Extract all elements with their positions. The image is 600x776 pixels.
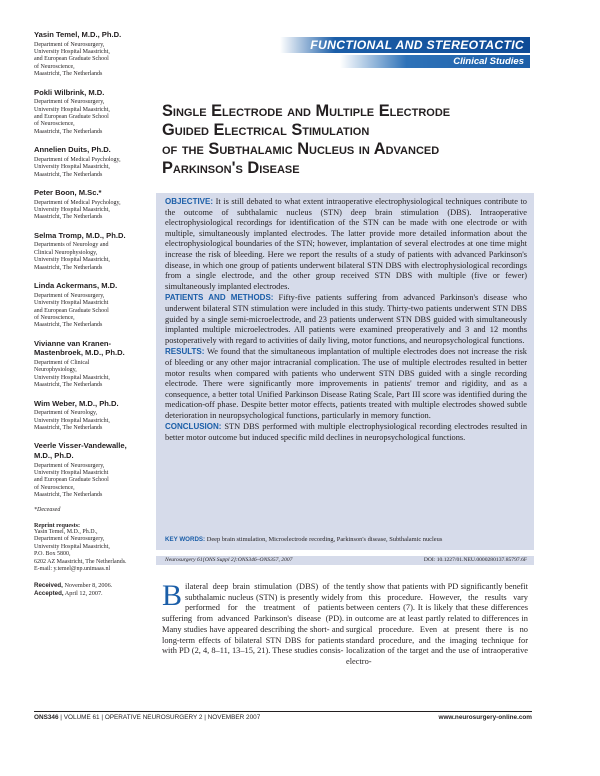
author-affiliation: Department of Clinical Neurophysiology, University Hospital Maastricht, Maastricht, The Netherlands bbox=[34, 359, 110, 389]
subsection-banner bbox=[340, 55, 530, 68]
conclusion-text: STN DBS performed with multiple electrophysiological recording electrodes resulted in better motor outcome but induced specific mild declines in neuropsychological functions. bbox=[165, 422, 528, 443]
author-entry bbox=[34, 399, 152, 433]
reprint-address: Yasin Temel, M.D., Ph.D., Department of Neurosurgery, University Hospital Maastricht, P.O. Box 5800, 6202 AZ Maastricht, The Netherlands. E-mail: y.temel@np.unimaas.nl bbox=[34, 528, 127, 572]
results-label: RESULTS: bbox=[165, 347, 205, 357]
reprint-heading: Reprint requests: bbox=[34, 521, 81, 529]
received-accepted-dates bbox=[34, 582, 152, 598]
author-affiliation: Department of Medical Psychology, University Hospital Maastricht, Maastricht, The Netherlands bbox=[34, 156, 121, 178]
author-affiliation: Departments of Neurology and Clinical Neurophysiology, University Hospital Maastricht, Maastricht, The Netherlands bbox=[34, 242, 110, 271]
author-entry bbox=[34, 339, 152, 390]
title-line: Guided Electrical Stimulation bbox=[162, 121, 370, 139]
subsection-label: Clinical Studies bbox=[453, 56, 524, 67]
methods-label: PATIENTS AND METHODS: bbox=[165, 293, 274, 303]
abstract bbox=[165, 197, 527, 445]
abstract-conclusion bbox=[165, 422, 527, 443]
deceased-note: *Deceased bbox=[34, 506, 61, 513]
author-entry bbox=[34, 30, 152, 79]
body-column-right bbox=[346, 582, 528, 668]
footer-rule bbox=[34, 711, 532, 712]
received-date bbox=[34, 582, 152, 590]
author-name: Vivianne van Kranen- Mastenbroek, M.D., Ph.D. bbox=[34, 338, 125, 358]
author-affiliation: Department of Neurosurgery, University Hospital Maastricht, and European Graduate School of Neuroscience, Maastricht, The Netherlands bbox=[34, 99, 110, 135]
page-number: ONS346 bbox=[34, 714, 59, 721]
objective-text: It is still debated to what extent intraoperative electrophysiological techniques contribute to the outcome of subthalamic nucleus (STN) deep brain stimulation (DBS). Intraoperative electrophysiological recordings for identification of the STN can be made with one electrode or with multiple, simultaneously implanted electrodes. The latter provide more detailed information about the electrophysiological boundaries of the STN; however, implantation of several electrodes at one time might increase the risk of bleeding. Here we report the results of a study of patients with advanced Parkinson's disease, in which one group of patients underwent bilateral STN DBS with electrophysiological recordings from a single electrode, and the other group received STN DBS with multiple (five or fewer) simultaneously implanted electrodes. bbox=[165, 197, 527, 291]
methods-text: Fifty-five patients suffering from advanced Parkinson's disease who underwent bilateral STN stimulation were included in this study. Thirty-two patients underwent STN DBS guided by a single semi-microelectrode, and 23 patients underwent STN DBS guided with simultaneously implanted multiple microelectrodes. All patients were examined preoperatively and 3 and 12 months postoperatively with regard to activities of daily living, motor functions, and neuropsychological functions. bbox=[165, 293, 528, 345]
author-entry bbox=[34, 145, 152, 179]
abstract-objective bbox=[165, 197, 527, 292]
section-label: FUNCTIONAL AND STEREOTACTIC bbox=[310, 38, 524, 52]
author-name: Peter Boon, M.Sc.* bbox=[34, 188, 102, 198]
keywords-text: Deep brain stimulation, Microelectrode recording, Parkinson's disease, Subthalamic nucleus bbox=[206, 536, 443, 543]
accepted-date bbox=[34, 590, 152, 598]
title-line: Parkinson's Disease bbox=[162, 159, 300, 177]
body-text-left: ilateral deep brain stimulation (DBS) of the subthalamic nucleus (STN) is presently widely performed for the treatment of patients suffering from advanced Parkinson's disease (PD). Many studies have appeared describing the short- and long-term effects of bilateral STN DBS for patients with PD (2, 4, 8–11, 13–15, 21). These studies consis- bbox=[162, 582, 344, 656]
author-name: Annelien Duits, Ph.D. bbox=[34, 145, 111, 155]
body-text-right: tently show that patients with PD significantly benefit from this procedure. However, the results vary between centers (7). It is likely that these differences in outcome are at least partly related to differences in surgical procedure. Even at present there is no standard procedure, and the imaging technique for localization of the target and the use of intraoperative electro- bbox=[346, 582, 528, 666]
author-entry bbox=[34, 281, 152, 330]
accepted-value: April 12, 2007. bbox=[64, 590, 103, 598]
author-entry bbox=[34, 441, 152, 499]
results-text: We found that the simultaneous implantation of multiple electrodes does not increase the risk of bleeding or any other major intracranial complication. The use of multiple electrodes resulted in better motor results when compared with patients who underwent STN DBS guided with a single recording electrode. There were significantly more improvements in patients' tremor and rigidity, and as a consequence, a better total Unified Parkinson Disease Rating Scale, Part III score was identified during the medication-off phase. Despite better motor effects, patients treated with multiple electrodes showed subtle deterioration in neuropsychological functions, particularly in memory function. bbox=[165, 347, 527, 420]
abstract-methods bbox=[165, 293, 527, 346]
received-label: Received, bbox=[34, 582, 63, 590]
journal-url[interactable]: www.neurosurgery-online.com bbox=[438, 714, 532, 721]
body-column-left bbox=[162, 579, 344, 657]
author-affiliation: Department of Neurosurgery, University Hospital Maastricht and European Graduate School of Neuroscience, Maastricht, The Netherlands bbox=[34, 292, 109, 329]
author-affiliation: Department of Medical Psychology, University Hospital Maastricht, Maastricht, The Netherlands bbox=[34, 199, 121, 221]
author-affiliation: Department of Neurology, University Hospital Maastricht, Maastricht, The Netherlands bbox=[34, 410, 110, 431]
author-affiliation: Department of Neurosurgery, University Hospital Maastricht and European Graduate School of Neuroscience, Maastricht, The Netherlands bbox=[34, 462, 109, 499]
title-line: of the Subthalamic Nucleus in Advanced bbox=[162, 140, 440, 158]
objective-label: OBJECTIVE: bbox=[165, 197, 214, 206]
author-name: Yasin Temel, M.D., Ph.D. bbox=[34, 30, 122, 39]
title-line: Single Electrode and Multiple Electrode bbox=[162, 102, 451, 120]
drop-cap: B bbox=[162, 579, 183, 612]
section-banner bbox=[280, 37, 530, 53]
journal-info: | VOLUME 61 | OPERATIVE NEUROSURGERY 2 | NOVEMBER 2007 bbox=[60, 714, 261, 721]
author-affiliation: Department of Neurosurgery, University Hospital Maastricht, and European Graduate School of Neuroscience, Maastricht, The Netherlands bbox=[34, 41, 110, 78]
doi: DOI: 10.1227/01.NEU.0000280137.85797.6F bbox=[423, 557, 527, 563]
keywords-label: KEY WORDS: bbox=[165, 536, 206, 543]
abstract-results bbox=[165, 347, 527, 421]
keywords bbox=[165, 536, 527, 543]
author-sidebar bbox=[34, 30, 152, 598]
conclusion-label: CONCLUSION: bbox=[165, 422, 222, 432]
accepted-label: Accepted, bbox=[34, 590, 64, 598]
author-entry bbox=[34, 88, 152, 137]
author-name: Veerle Visser-Vandewalle, M.D., Ph.D. bbox=[34, 441, 127, 460]
received-value: November 8, 2006. bbox=[64, 582, 113, 590]
author-name: Pokli Wilbrink, M.D. bbox=[34, 87, 105, 97]
author-entry bbox=[34, 231, 152, 272]
author-name: Wim Weber, M.D., Ph.D. bbox=[34, 398, 119, 408]
author-name: Linda Ackermans, M.D. bbox=[34, 281, 118, 291]
citation-line bbox=[165, 556, 527, 565]
author-name: Selma Tromp, M.D., Ph.D. bbox=[34, 230, 126, 240]
citation: Neurosurgery 61[ONS Suppl 2]:ONS346–ONS357, 2007 bbox=[165, 557, 293, 563]
footer-left bbox=[34, 714, 260, 721]
author-entry bbox=[34, 188, 152, 222]
article-title bbox=[162, 102, 532, 178]
